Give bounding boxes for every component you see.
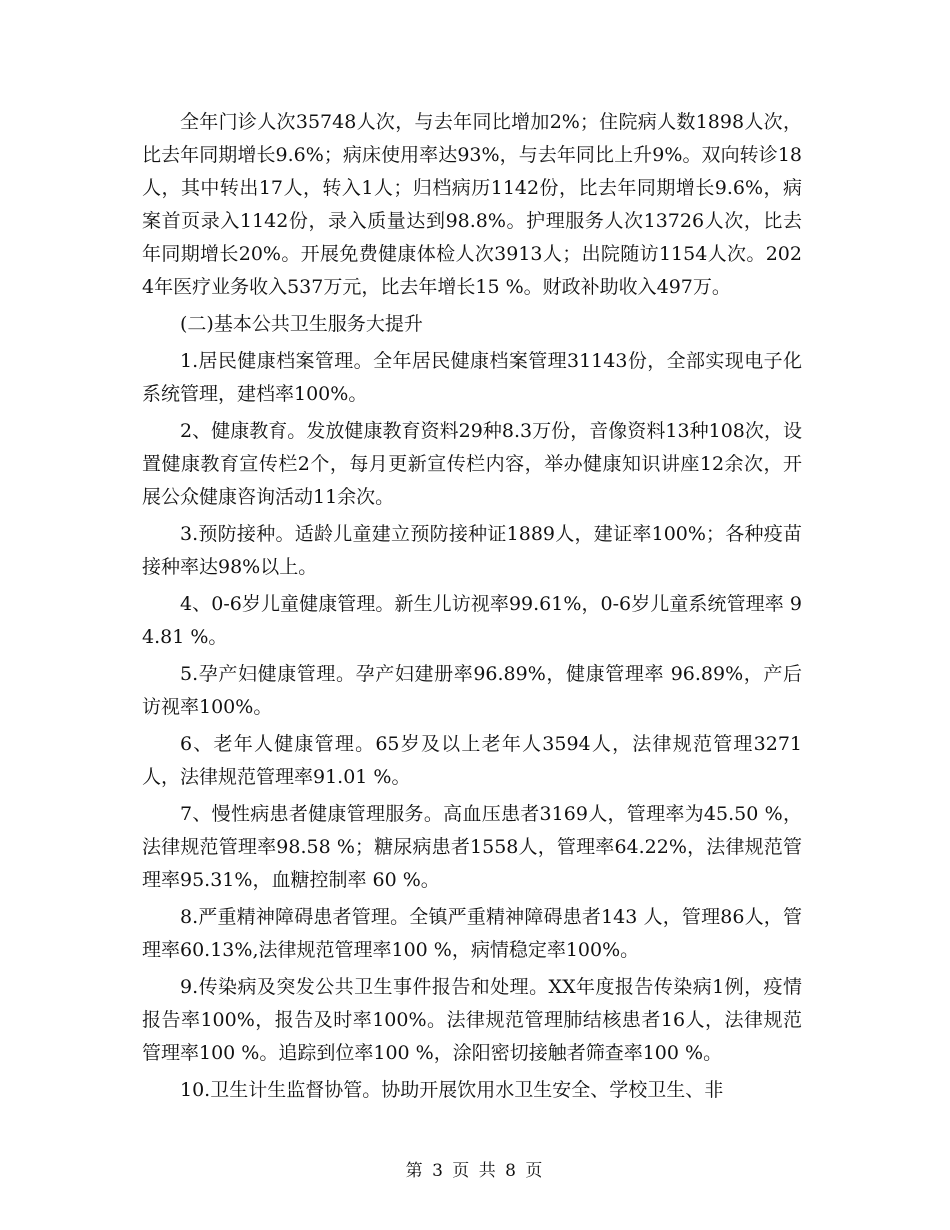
paragraph-elderly-health: 6、老年人健康管理。65岁及以上老年人3594人，法律规范管理3271人，法律规范管理率91.01 %。 (142, 733, 802, 788)
section-heading-public-health: (二)基本公共卫生服务大提升 (180, 313, 423, 335)
paragraph-outpatient-summary: 全年门诊人次35748人次，与去年同比增加2%；住院病人数1898人次，比去年同期增长9.6%；病床使用率达93%，与去年同比上升9%。双向转诊18人，其中转出17人，转入1人；归档病历1142份，比去年同期增长9.6%，病案首页录入1142份，录入质量达到98.8%。护理服务人次13726人次，比去年同期增长20%。开展免费健康体检人次3913人；出院随访1154人次。2024年医疗业务收入537万元，比去年增长15 %。财政补助收入497万。 (142, 111, 802, 298)
paragraph-health-records: 1.居民健康档案管理。全年居民健康档案管理31143份，全部实现电子化系统管理，建档率100%。 (142, 350, 802, 405)
paragraph-maternal-health: 5.孕产妇健康管理。孕产妇建册率96.89%，健康管理率 96.89%，产后访视率100%。 (142, 663, 802, 718)
paragraph-health-education: 2、健康教育。发放健康教育资料29种8.3万份，音像资料13种108次，设置健康教育宣传栏2个，每月更新宣传栏内容，举办健康知识讲座12余次，开展公众健康咨询活动11余次。 (142, 420, 802, 508)
page-number-footer: 第 3 页 共 8 页 (405, 1161, 545, 1181)
paragraph-child-health: 4、0-6岁儿童健康管理。新生儿访视率99.61%，0-6岁儿童系统管理率 94.81 %。 (142, 593, 802, 648)
paragraph-infectious-disease: 9.传染病及突发公共卫生事件报告和处理。XX年度报告传染病1例，疫情报告率100%，报告及时率100%。法律规范管理肺结核患者16人，法律规范管理率100 %。追踪到位率100 %，涂阳密切接触者筛查率100 %。 (142, 976, 802, 1064)
paragraph-chronic-disease: 7、慢性病患者健康管理服务。高血压患者3169人，管理率为45.50 %，法律规范管理率98.58 %；糖尿病患者1558人，管理率64.22%，法律规范管理率95.31%，血糖控制率 60 %。 (142, 803, 802, 891)
document-body (142, 106, 802, 1107)
paragraph-vaccination: 3.预防接种。适龄儿童建立预防接种证1889人，建证率100%；各种疫苗接种率达98%以上。 (142, 523, 802, 578)
paragraph-health-supervision: 10.卫生计生监督协管。协助开展饮用水卫生安全、学校卫生、非 (180, 1079, 724, 1101)
paragraph-mental-health: 8.严重精神障碍患者管理。全镇严重精神障碍患者143 人，管理86人，管理率60.13%,法律规范管理率100 %，病情稳定率100%。 (142, 906, 802, 961)
